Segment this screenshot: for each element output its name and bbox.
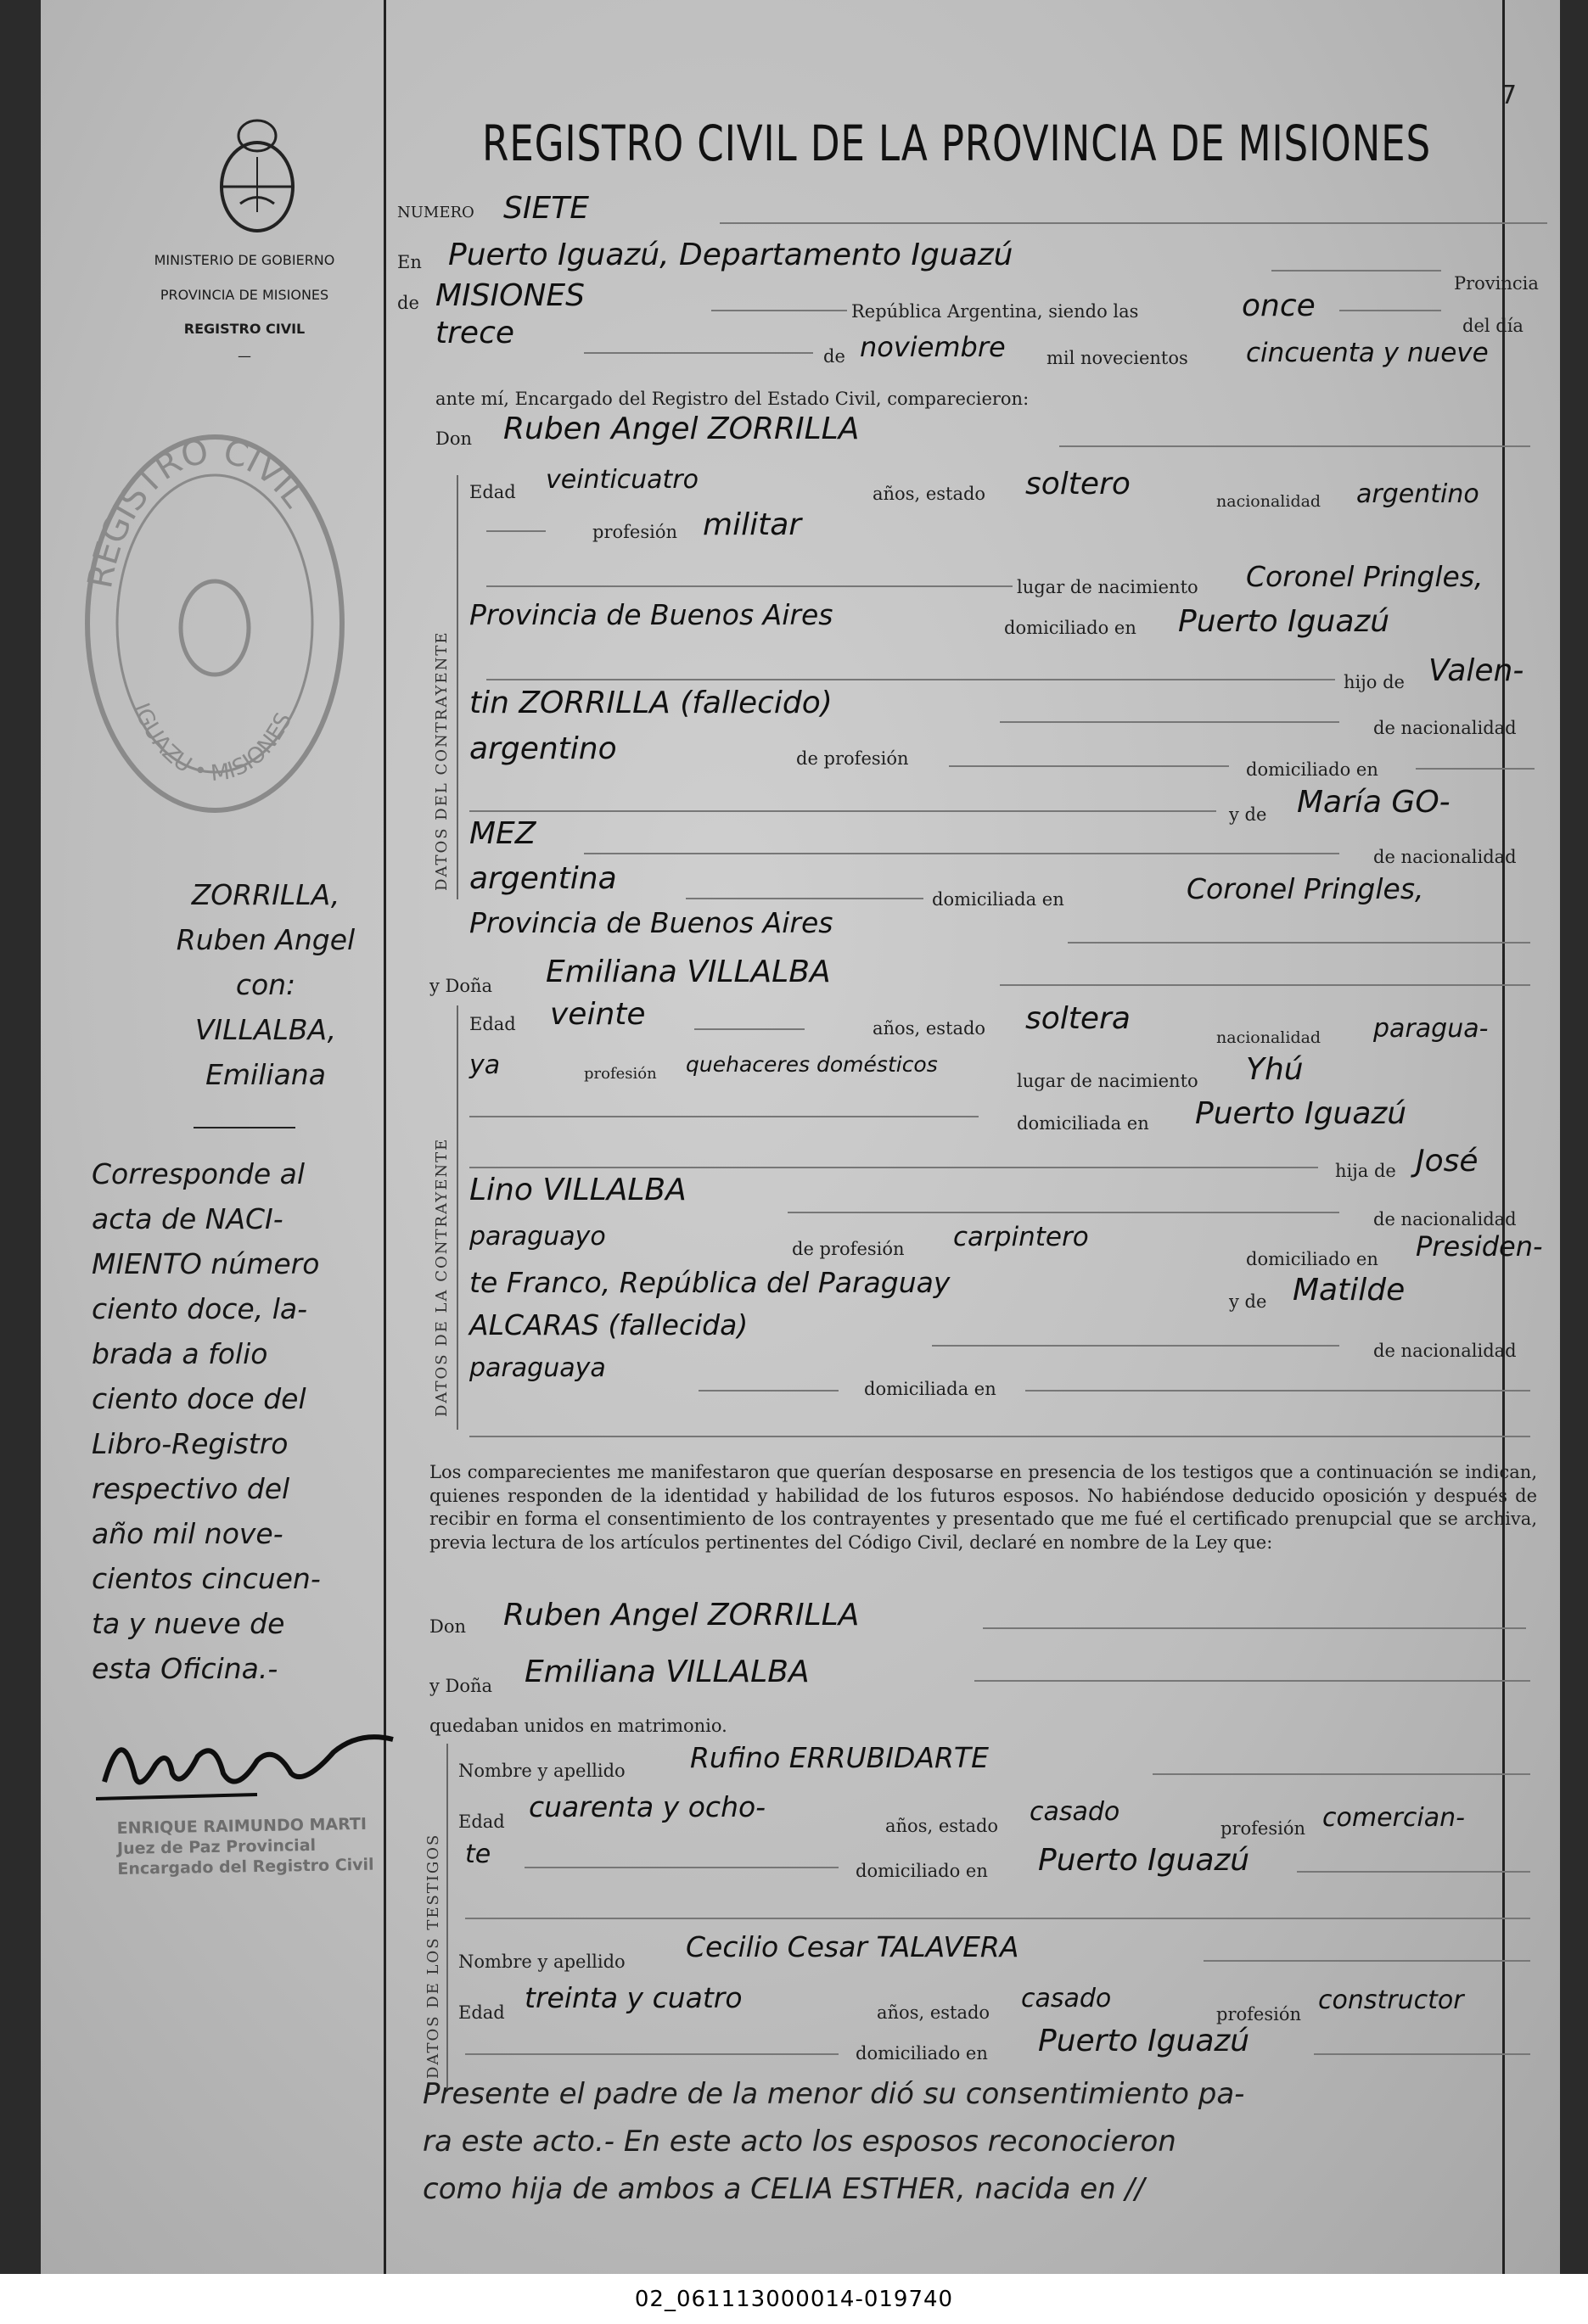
c1-lugar-nac-2: Provincia de Buenos Aires bbox=[469, 598, 833, 631]
c2-domiciliada-en-label: domiciliada en bbox=[864, 1379, 996, 1399]
c2-madre-1: Matilde bbox=[1293, 1273, 1406, 1308]
ministry-dash: — bbox=[238, 348, 251, 364]
c1-domiciliado-en-label: domiciliado en bbox=[1246, 759, 1378, 780]
republica-text: República Argentina, siendo las bbox=[851, 301, 1139, 322]
coat-of-arms-icon bbox=[210, 110, 304, 238]
rule bbox=[1271, 270, 1441, 272]
rule bbox=[983, 1627, 1526, 1629]
c2-profesion-label: profesión bbox=[584, 1065, 657, 1083]
signature-icon bbox=[87, 1714, 410, 1816]
c2-nacionalidad-1: paragua- bbox=[1373, 1014, 1489, 1044]
nota-final bbox=[423, 2070, 1543, 2213]
c1-de-nac-label: de nacionalidad bbox=[1373, 718, 1517, 738]
annotation-line: acta de NACI- bbox=[92, 1202, 283, 1235]
lugar-value: Puerto Iguazú, Departamento Iguazú bbox=[448, 238, 1013, 272]
t2-dom: Puerto Iguazú bbox=[1038, 2024, 1250, 2058]
margin-name-line: con: bbox=[235, 968, 296, 1001]
rule bbox=[1000, 984, 1530, 986]
c2-nacionalidad-2: ya bbox=[469, 1050, 501, 1080]
margin-name-line: Emiliana bbox=[205, 1058, 326, 1091]
rule bbox=[699, 1390, 839, 1392]
c1-lugar-nac-1: Coronel Pringles, bbox=[1246, 560, 1484, 593]
t2-nombre: Cecilio Cesar TALAVERA bbox=[686, 1930, 1019, 1963]
rule bbox=[469, 1116, 979, 1117]
numero-value: SIETE bbox=[503, 191, 589, 226]
c1-nacionalidad: argentino bbox=[1356, 479, 1479, 509]
provincia-label: Provincia bbox=[1454, 273, 1539, 294]
c2-estado: soltera bbox=[1025, 1001, 1131, 1036]
rule bbox=[686, 898, 923, 899]
ministry-registry: REGISTRO CIVIL bbox=[183, 321, 306, 337]
svg-text:IGUAZU • MISIONES bbox=[128, 700, 297, 787]
t2-anios-estado-label: años, estado bbox=[877, 2002, 990, 2023]
numero-label: NUMERO bbox=[397, 204, 474, 221]
rule bbox=[486, 679, 1335, 680]
c1-estado: soltero bbox=[1025, 467, 1131, 501]
t2-domiciliado-label: domiciliado en bbox=[856, 2043, 988, 2064]
rule bbox=[584, 853, 1339, 854]
ministry-province: PROVINCIA DE MISIONES bbox=[160, 287, 329, 303]
rule bbox=[1314, 2053, 1530, 2055]
t2-edad-label: Edad bbox=[458, 2002, 505, 2023]
c1-madre-2: MEZ bbox=[469, 816, 536, 851]
annotation-line: ciento doce, la- bbox=[92, 1292, 308, 1325]
t1-edad-label: Edad bbox=[458, 1812, 505, 1832]
rule bbox=[932, 1345, 1339, 1347]
margin-name-line: Ruben Angel bbox=[176, 923, 356, 956]
c1-domiciliado-label: domiciliado en bbox=[1004, 618, 1136, 638]
c2-padre-dom-1: Presiden- bbox=[1416, 1230, 1543, 1263]
t1-dom: Puerto Iguazú bbox=[1038, 1843, 1250, 1878]
c1-profesion-label: profesión bbox=[592, 522, 677, 542]
rule bbox=[1025, 1390, 1530, 1392]
rule bbox=[974, 1680, 1530, 1682]
annotation-line: MIENTO número bbox=[92, 1247, 320, 1280]
margin-name-line: ZORRILLA, bbox=[191, 878, 340, 911]
nota-line: como hija de ambos a CELIA ESTHER, nacida en // bbox=[423, 2172, 1145, 2206]
c2-lugar-nac-label: lugar de nacimiento bbox=[1017, 1071, 1198, 1091]
section-bar bbox=[446, 1744, 448, 2092]
c2-domicilio: Puerto Iguazú bbox=[1195, 1096, 1407, 1131]
annotation-line: año mil nove- bbox=[92, 1517, 283, 1550]
hora-value: once bbox=[1242, 288, 1316, 323]
seal-top-text: REGISTRO CIVIL bbox=[81, 431, 315, 591]
registry-seal-icon bbox=[75, 424, 355, 823]
c2-edad-label: Edad bbox=[469, 1014, 516, 1034]
c1-de-nac-label-2: de nacionalidad bbox=[1373, 847, 1517, 867]
rule bbox=[711, 310, 847, 311]
rule bbox=[1068, 942, 1530, 944]
t1-profesion-label: profesión bbox=[1220, 1818, 1305, 1839]
t1-estado: casado bbox=[1030, 1797, 1120, 1827]
c1-profesion: militar bbox=[703, 507, 802, 542]
provincia-value: MISIONES bbox=[435, 278, 586, 313]
ministry-name: MINISTERIO DE GOBIERNO bbox=[154, 252, 335, 268]
margin-divider bbox=[194, 1127, 295, 1128]
rule bbox=[1339, 310, 1441, 311]
annotation-line: ciento doce del bbox=[92, 1382, 306, 1415]
rule bbox=[469, 1436, 1530, 1437]
c1-domicilio: Puerto Iguazú bbox=[1178, 604, 1390, 639]
t1-nombre-label: Nombre y apellido bbox=[458, 1761, 626, 1781]
c1-madre-dom-2: Provincia de Buenos Aires bbox=[469, 906, 833, 939]
page-title: REGISTRO CIVIL DE LA PROVINCIA DE MISIONES bbox=[482, 115, 1432, 172]
mil-label: mil novecientos bbox=[1047, 348, 1188, 368]
c2-padre-dom-2: te Franco, República del Paraguay bbox=[469, 1266, 951, 1299]
section-bar bbox=[457, 1005, 458, 1430]
c2-de-profesion-label: de profesión bbox=[792, 1239, 905, 1259]
t1-anios-estado-label: años, estado bbox=[885, 1816, 999, 1836]
margin-annotation bbox=[92, 1151, 389, 1691]
page-mark: 7 bbox=[1501, 81, 1518, 110]
image-filename: 02_061113000014-019740 bbox=[0, 2274, 1588, 2324]
contrayente-side-label: DATOS DEL CONTRAYENTE bbox=[433, 630, 451, 891]
declaracion-text: Los comparecientes me manifestaron que querían desposarse en presencia de los testigos que a continuación se indican, quienes responden de la identidad y habilidad de los futuros esposos. No habiéndose deducido oposición y después de recibir en forma el consentimiento de los contrayentes y presentado que me fué el certificado prenupcial que se archiva, previa lectura de los artículos pertinentes del Código Civil, declaré en nombre de la Ley que: bbox=[429, 1462, 1537, 1553]
decl-don-label: Don bbox=[429, 1616, 467, 1637]
stamp-line: Juez de Paz Provincial bbox=[116, 1835, 317, 1858]
t2-prof: constructor bbox=[1318, 1985, 1464, 2015]
t1-domiciliado-label: domiciliado en bbox=[856, 1861, 988, 1881]
rule bbox=[694, 1028, 805, 1030]
t2-estado: casado bbox=[1021, 1984, 1112, 2013]
rule bbox=[1204, 1960, 1530, 1962]
c1-hijo-label: hijo de bbox=[1344, 672, 1405, 692]
rule bbox=[949, 765, 1229, 767]
don-value: Ruben Angel ZORRILLA bbox=[503, 412, 860, 446]
testigos-side-label: DATOS DE LOS TESTIGOS bbox=[424, 1833, 442, 2079]
c1-edad: veinticuatro bbox=[546, 465, 699, 495]
margin-names bbox=[126, 872, 406, 1097]
margin-rule bbox=[384, 0, 386, 2274]
annotation-line: esta Oficina.- bbox=[92, 1652, 278, 1685]
don-label: Don bbox=[435, 428, 473, 449]
rule bbox=[720, 222, 1547, 224]
de-label: de bbox=[397, 293, 419, 313]
del-dia-label: del día bbox=[1462, 316, 1523, 336]
c1-padre-nac: argentino bbox=[469, 731, 617, 766]
ante-mi-text: ante mí, Encargado del Registro del Estado Civil, comparecieron: bbox=[435, 389, 1030, 409]
c1-padre-2: tin ZORRILLA (fallecido) bbox=[469, 686, 833, 720]
c2-madre-2: ALCARAS (fallecida) bbox=[469, 1308, 749, 1341]
rule bbox=[465, 1918, 1530, 1919]
rule bbox=[1153, 1773, 1530, 1775]
c1-madre-nac: argentina bbox=[469, 861, 617, 896]
c2-padre-2: Lino VILLALBA bbox=[469, 1173, 687, 1207]
annotation-line: respectivo del bbox=[92, 1472, 290, 1505]
c2-padre-1: José bbox=[1416, 1144, 1479, 1179]
judge-stamp bbox=[116, 1813, 406, 1879]
rule bbox=[1297, 1871, 1530, 1873]
rule bbox=[1059, 445, 1530, 447]
mes-value: noviembre bbox=[860, 331, 1006, 363]
rule bbox=[469, 1167, 1318, 1168]
dia-value: trece bbox=[435, 316, 515, 350]
decl-don: Ruben Angel ZORRILLA bbox=[503, 1598, 860, 1632]
c1-anios-estado-label: años, estado bbox=[873, 484, 986, 504]
c1-padre-1: Valen- bbox=[1428, 653, 1524, 688]
c1-lugar-nac-label: lugar de nacimiento bbox=[1017, 577, 1198, 597]
t2-nombre-label: Nombre y apellido bbox=[458, 1952, 626, 1972]
rule bbox=[525, 1867, 839, 1868]
rule bbox=[469, 810, 1216, 812]
section-bar bbox=[457, 475, 458, 899]
rule bbox=[584, 352, 813, 354]
c1-madre-dom-1: Coronel Pringles, bbox=[1187, 872, 1424, 905]
c2-edad: veinte bbox=[550, 997, 646, 1032]
c2-profesion: quehaceres domésticos bbox=[686, 1052, 938, 1077]
decl-unidos: quedaban unidos en matrimonio. bbox=[429, 1716, 727, 1736]
t1-edad: cuarenta y ocho- bbox=[529, 1790, 766, 1823]
c1-domiciliada-label: domiciliada en bbox=[932, 889, 1064, 910]
c2-de-nac-label: de nacionalidad bbox=[1373, 1209, 1517, 1229]
right-rule bbox=[1502, 0, 1505, 2274]
anio-value: cincuenta y nueve bbox=[1246, 338, 1489, 368]
c2-anios-estado-label: años, estado bbox=[873, 1018, 986, 1039]
rule bbox=[788, 1212, 1339, 1213]
rule bbox=[1416, 768, 1535, 770]
decl-dona-label: y Doña bbox=[429, 1676, 493, 1696]
rule bbox=[486, 585, 1013, 587]
de-mes-label: de bbox=[823, 346, 845, 367]
annotation-line: cientos cincuen- bbox=[92, 1562, 321, 1595]
stamp-line: ENRIQUE RAIMUNDO MARTI bbox=[116, 1814, 368, 1838]
t1-prof-2: te bbox=[465, 1840, 491, 1869]
c2-nacionalidad-label: nacionalidad bbox=[1216, 1028, 1321, 1047]
c2-hija-label: hija de bbox=[1335, 1161, 1396, 1181]
c2-padre-nac: paraguayo bbox=[469, 1222, 606, 1252]
c1-madre-1: María GO- bbox=[1297, 785, 1451, 820]
c2-de-nac-label-2: de nacionalidad bbox=[1373, 1341, 1517, 1361]
decl-dona: Emiliana VILLALBA bbox=[525, 1655, 810, 1689]
dona-value: Emiliana VILLALBA bbox=[546, 955, 831, 989]
en-label: En bbox=[397, 252, 422, 272]
t1-prof-1: comercian- bbox=[1322, 1803, 1465, 1833]
c1-de-profesion-label: de profesión bbox=[796, 748, 909, 769]
nota-line: ra este acto.- En este acto los esposos reconocieron bbox=[423, 2125, 1176, 2159]
rule bbox=[465, 2053, 839, 2055]
stamp-line: Encargado del Registro Civil bbox=[117, 1855, 374, 1879]
nota-line: Presente el padre de la menor dió su consentimiento pa- bbox=[423, 2077, 1245, 2111]
annotation-line: ta y nueve de bbox=[92, 1607, 285, 1640]
t2-edad: treinta y cuatro bbox=[525, 1981, 743, 2014]
ydona-label: y Doña bbox=[429, 976, 493, 996]
margin-name-line: VILLALBA, bbox=[194, 1013, 337, 1046]
t1-nombre: Rufino ERRUBIDARTE bbox=[690, 1741, 989, 1774]
c2-domiciliado-en-label: domiciliado en bbox=[1246, 1249, 1378, 1269]
rule bbox=[1000, 721, 1339, 723]
register-page bbox=[41, 0, 1560, 2274]
c2-y-de-label: y de bbox=[1229, 1291, 1267, 1312]
c1-y-de-label: y de bbox=[1229, 804, 1267, 825]
annotation-line: brada a folio bbox=[92, 1337, 268, 1370]
c2-lugar-nac: Yhú bbox=[1246, 1052, 1304, 1087]
seal-bottom-text: IGUAZU • MISIONES bbox=[127, 699, 298, 787]
annotation-line: Libro-Registro bbox=[92, 1427, 289, 1460]
c1-edad-label: Edad bbox=[469, 482, 516, 502]
c2-madre-nac: paraguaya bbox=[469, 1353, 606, 1383]
contrayenta-side-label: DATOS DE LA CONTRAYENTE bbox=[433, 1137, 451, 1417]
annotation-line: Corresponde al bbox=[92, 1157, 306, 1190]
rule bbox=[486, 530, 546, 532]
c2-domiciliada-label: domiciliada en bbox=[1017, 1113, 1149, 1134]
t2-profesion-label: profesión bbox=[1216, 2004, 1301, 2024]
c2-padre-prof: carpintero bbox=[953, 1222, 1089, 1252]
c1-nacionalidad-label: nacionalidad bbox=[1216, 492, 1321, 511]
